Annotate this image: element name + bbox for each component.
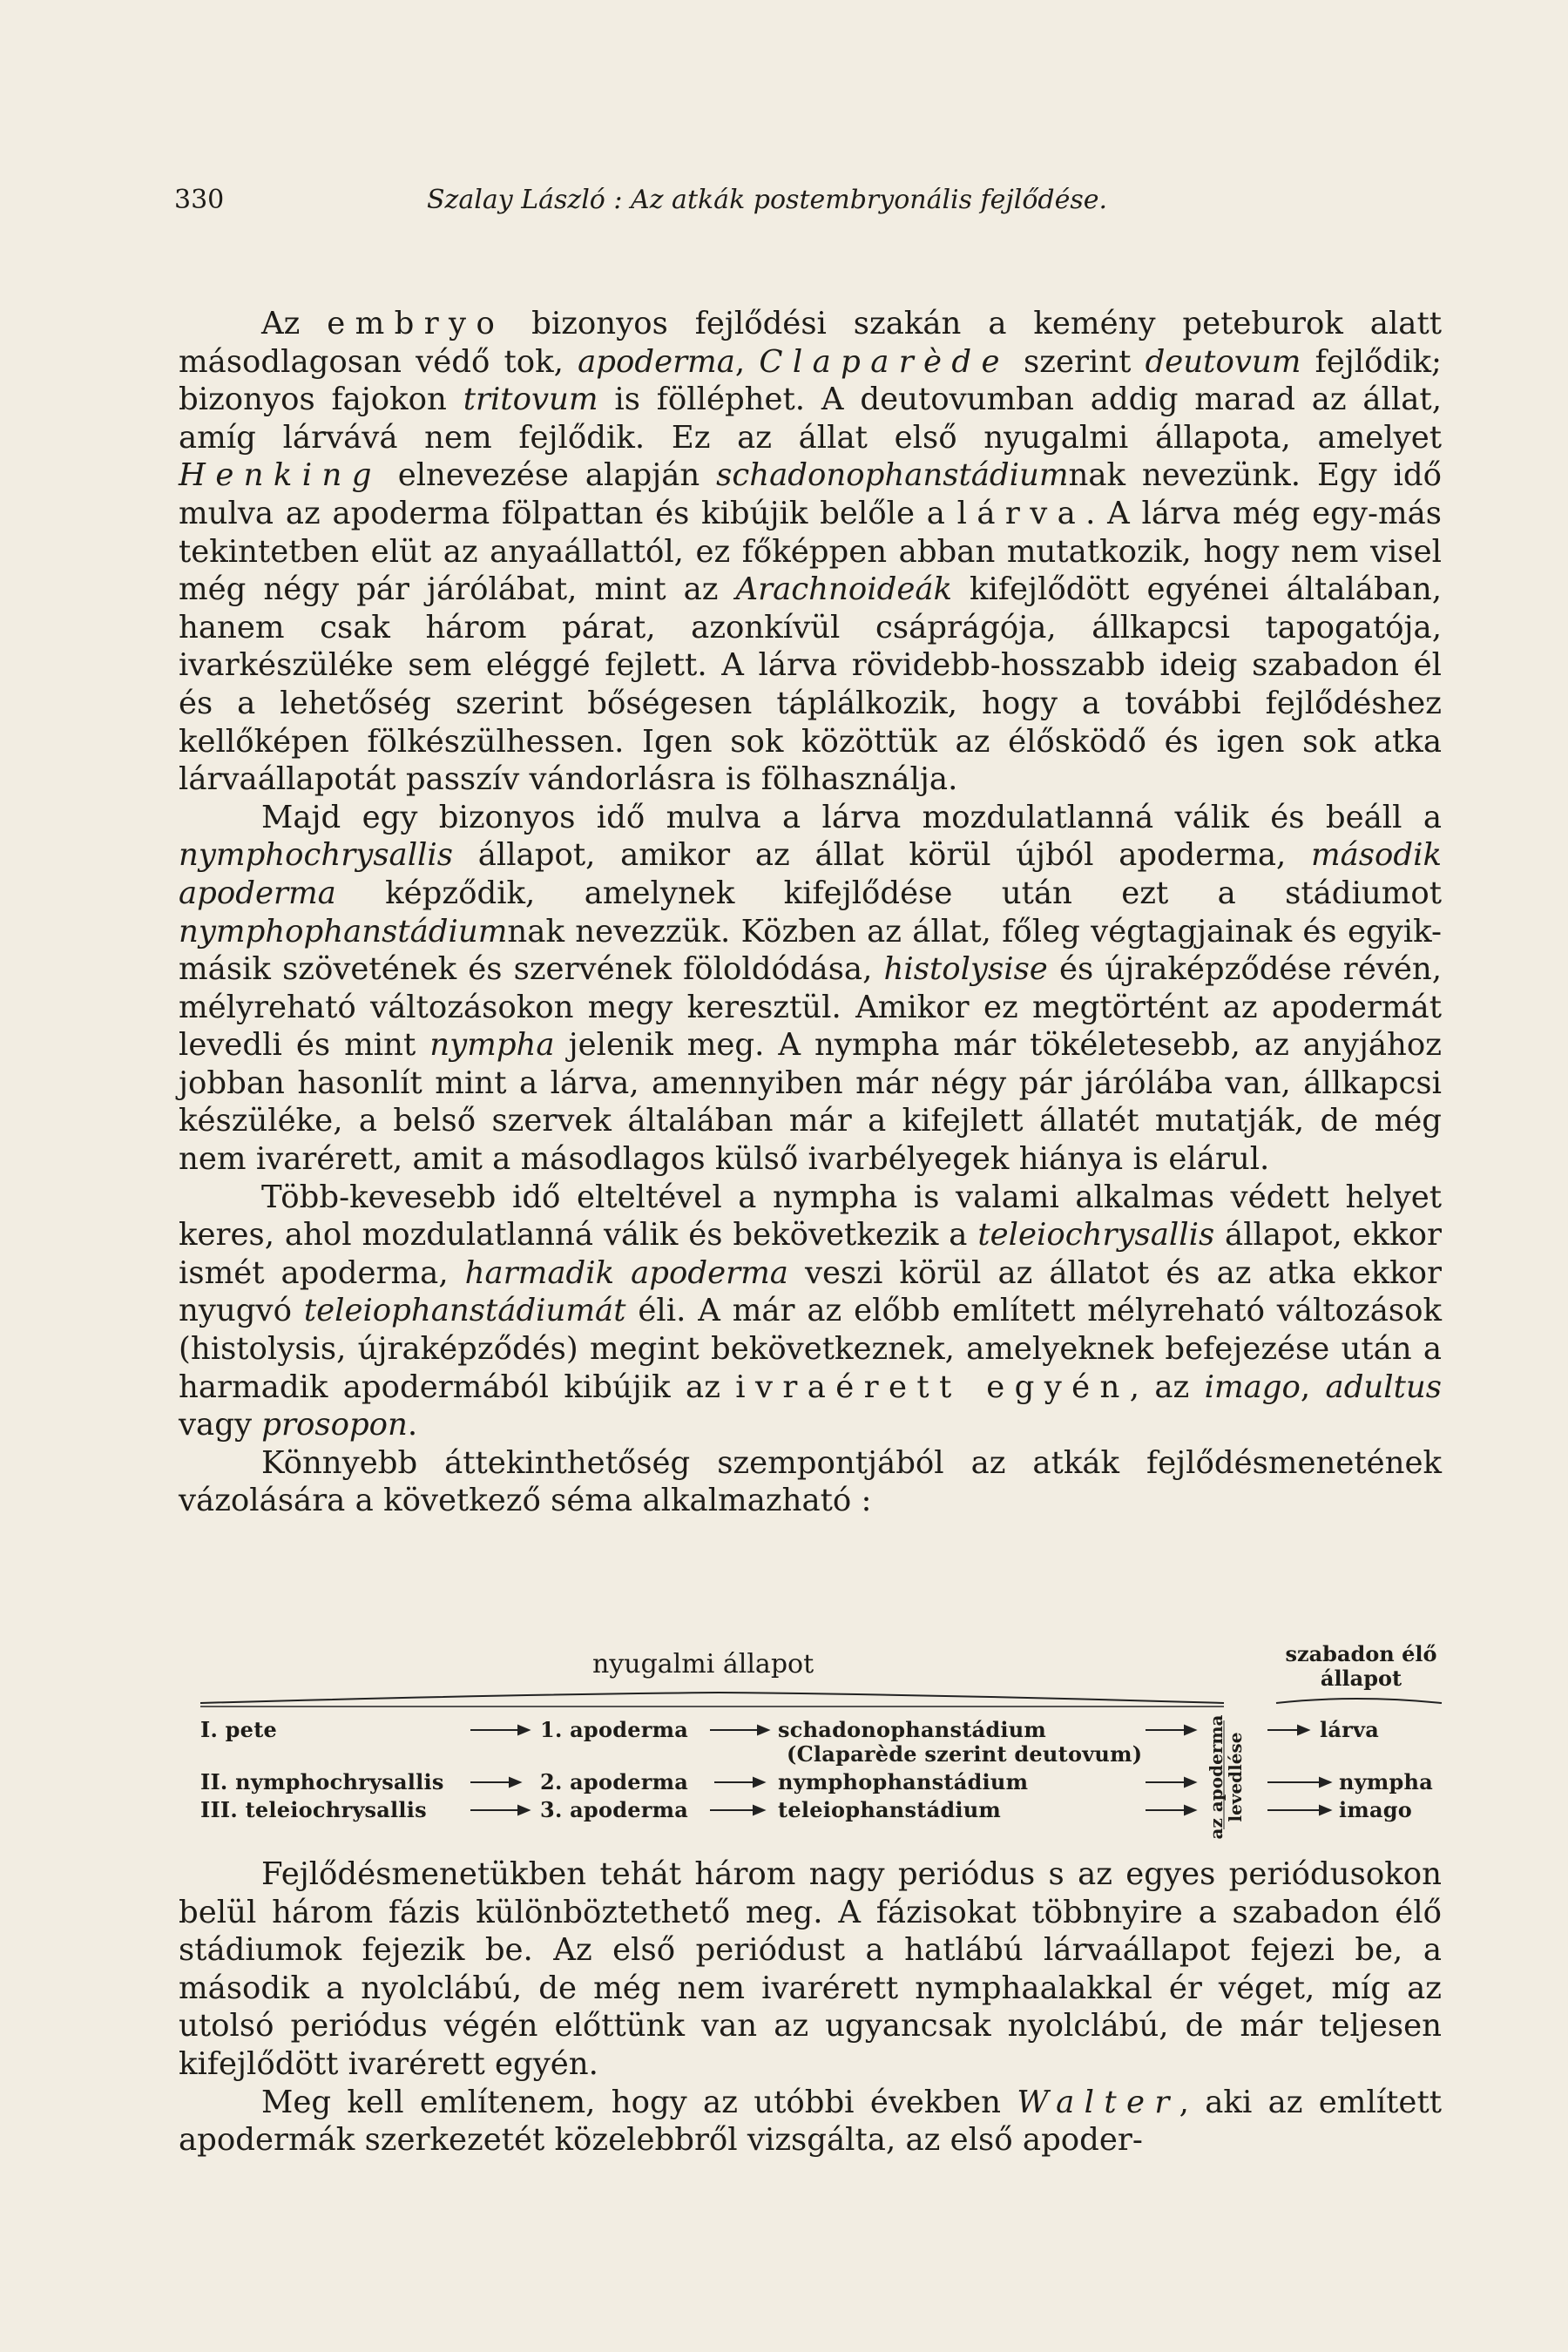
text-run: Arachnoideák <box>735 571 953 608</box>
text-run: tritovum <box>463 382 598 418</box>
text-run: vagy <box>179 1407 262 1443</box>
text-run: lárva <box>956 495 1086 531</box>
scheme-header-resting: nyugalmi állapot <box>592 1649 814 1680</box>
text-run: bizonyos fejlődési szakán a kemény peteburok alatt másodlagosan védő tok, <box>179 306 1442 380</box>
text-run: Fejlődésmenetükben tehát három nagy periódus s az egyes periódusokon belül három fázis különböztethető meg. A fázisokat többnyire a szabadon élő stádiumok fejezik be. Az első periódust a hatlábú lárvaállapot fejezi be, a második a nyolclábú, de még nem ivarérett nymphaalakkal ér véget, míg az utolsó periódus végén előttünk van az ugyancsak nyolclábú, de már teljesen kifejlődött ivarérett egyén. <box>179 1856 1442 2082</box>
paragraph <box>179 1179 1442 1444</box>
text-run: teleiophanstádiumát <box>303 1293 626 1329</box>
text-run: állapot, ekkor ismét apoderma, <box>179 1217 1442 1291</box>
scheme-row-apoderma: 3. apoderma <box>540 1797 689 1822</box>
page-number: 330 <box>174 185 225 215</box>
paragraph <box>179 305 1442 799</box>
text-run: Claparède <box>759 343 1010 380</box>
text-run: apoderma <box>578 343 735 380</box>
paragraph <box>179 2084 1442 2159</box>
scheme-row-free: lárva <box>1320 1717 1380 1742</box>
text-run: éli. A már az előbb említett mélyreható változások (histolysis, újraképződés) megint bekövetkeznek, amelyeknek befejezése után a harmadik apodermából kibújik az <box>179 1293 1442 1405</box>
scheme-row-stage: schadonophanstádium <box>778 1717 1047 1742</box>
text-run: nak nevezünk. Egy idő mulva az apoderma fölpattan és kibújik belőle a <box>179 457 1442 531</box>
text-run: , <box>1300 1369 1326 1405</box>
text-run: embryo <box>327 306 505 341</box>
text-run: veszi körül az állatot és az atka ekkor nyugvó <box>179 1254 1443 1329</box>
paragraph <box>179 799 1442 1179</box>
scheme-row-stage: nymphophanstádium <box>778 1769 1029 1794</box>
text-run: , az <box>1129 1369 1205 1405</box>
scheme-row-label: I. pete <box>200 1717 278 1742</box>
text-run: Könnyebb áttekinthetőség szempontjából az atkák fejlődésmenetének vázolására a következő séma alkalmazható : <box>179 1444 1442 1519</box>
running-title: Szalay László : Az atkák postembryonális fejlődése. <box>427 185 1108 215</box>
text-run: szerint <box>1009 343 1146 380</box>
scheme-row-label: III. teleiochrysallis <box>200 1797 427 1822</box>
text-run: Az <box>261 306 328 341</box>
body-text-bottom <box>179 1855 1442 2159</box>
scheme-row-free: nympha <box>1339 1769 1434 1794</box>
scheme-row-stage-note: (Claparède szerint deutovum) <box>787 1741 1143 1767</box>
text-run: nympha <box>429 1027 555 1064</box>
text-run: állapot, amikor az állat körül újból apoderma, <box>452 837 1311 874</box>
text-run: , <box>734 343 760 380</box>
body-text-top <box>179 305 1442 1520</box>
scheme-header-free-living: szabadon élő állapot <box>1285 1641 1437 1691</box>
text-run: . <box>407 1407 418 1443</box>
text-run: histolysise <box>883 951 1048 988</box>
text-run: Több-kevesebb idő elteltével a nympha is valami alkalmas védett helyet keres, ahol mozdulatlanná válik és bekövetkezik a <box>179 1179 1442 1254</box>
text-run: harmadik apoderma <box>464 1254 788 1291</box>
text-run: fejlődik; bizonyos fajokon <box>179 343 1442 418</box>
text-run: Majd egy bizonyos idő mulva a lárva mozdulatlanná válik és beáll a <box>261 799 1442 835</box>
scheme-row-stage: teleiophanstádium <box>778 1797 1002 1822</box>
text-run: nak nevezzük. Közben az állat, főleg végtagjainak és egyik-másik szövetének és szervének föloldódása, <box>179 913 1442 988</box>
development-scheme <box>196 1642 1446 1860</box>
text-run: Walter <box>1017 2084 1179 2120</box>
text-run: deutovum <box>1145 343 1301 380</box>
text-run: schadonophanstádium <box>716 457 1069 494</box>
text-run: Meg kell említenem, hogy az utóbbi években <box>261 2084 1017 2120</box>
scheme-row-label: II. nymphochrysallis <box>200 1769 444 1794</box>
paragraph <box>179 1444 1442 1520</box>
text-run: adultus <box>1325 1369 1442 1405</box>
text-run: is fölléphet. A deutovumban addig marad az állat, amíg lárvává nem fejlődik. Ez az állat első nyugalmi állapota, amelyet <box>179 382 1442 456</box>
text-run: ivraérett egyén <box>735 1369 1130 1405</box>
paragraph <box>179 1855 1442 2084</box>
text-run: és újraképződése révén, mélyreható változásokon megy keresztül. Amikor ez megtörtént az apodermát levedli és mint <box>179 951 1442 1064</box>
text-run: jelenik meg. A nympha már tökéletesebb, az anyjához jobban hasonlít mint a lárva, amennyiben már négy pár járólába van, állkapcsi készüléke, a belső szervek általában már a kifejlett állatét mutatják, de még nem ivarérett, amit a másodlagos külső ivarbélyegek hiánya is elárul. <box>179 1027 1442 1178</box>
text-run: kifejlődött egyénei általában, hanem csak három párat, azonkívül csáprágója, állkapcsi tapogatója, ivarkészüléke sem eléggé fejlett. A lárva rövidebb-hosszabb ideig szabadon él és a lehetőség szerint bőségesen táplálkozik, hogy a további fejlődéshez kellőképen fölkészülhessen. Igen sok közöttük az élősködő és igen sok atka lárvaállapotát passzív vándorlásra is fölhasználja. <box>179 571 1442 798</box>
text-run: teleiochrysallis <box>977 1217 1215 1254</box>
text-run: imago <box>1204 1369 1301 1405</box>
scheme-row-apoderma: 2. apoderma <box>540 1769 689 1794</box>
text-run: , aki az említett apodermák szerkezetét közelebbről vizsgálta, az első apoder- <box>179 2084 1442 2159</box>
text-run: . A lárva még egy-más tekintetben elüt az anyaállattól, ez főképpen abban mutatkozik, hogy nem visel még négy pár járólábat, mint az <box>179 495 1442 608</box>
scheme-row-apoderma: 1. apoderma <box>540 1717 689 1742</box>
scheme-rotated-label: az apoderma levedlése <box>1206 1714 1246 1840</box>
text-run: nymphophanstádium <box>179 913 508 950</box>
text-run: képződik, amelynek kifejlődése után ezt a stádiumot <box>335 875 1442 911</box>
page-header <box>174 185 1446 228</box>
text-run: Henking <box>179 457 382 494</box>
text-run: nymphochrysallis <box>179 837 453 874</box>
text-run: prosopon <box>261 1407 408 1443</box>
scheme-row-free: imago <box>1339 1797 1413 1822</box>
text-run: elnevezése alapján <box>381 457 717 494</box>
text-run: második apoderma <box>179 837 1442 911</box>
